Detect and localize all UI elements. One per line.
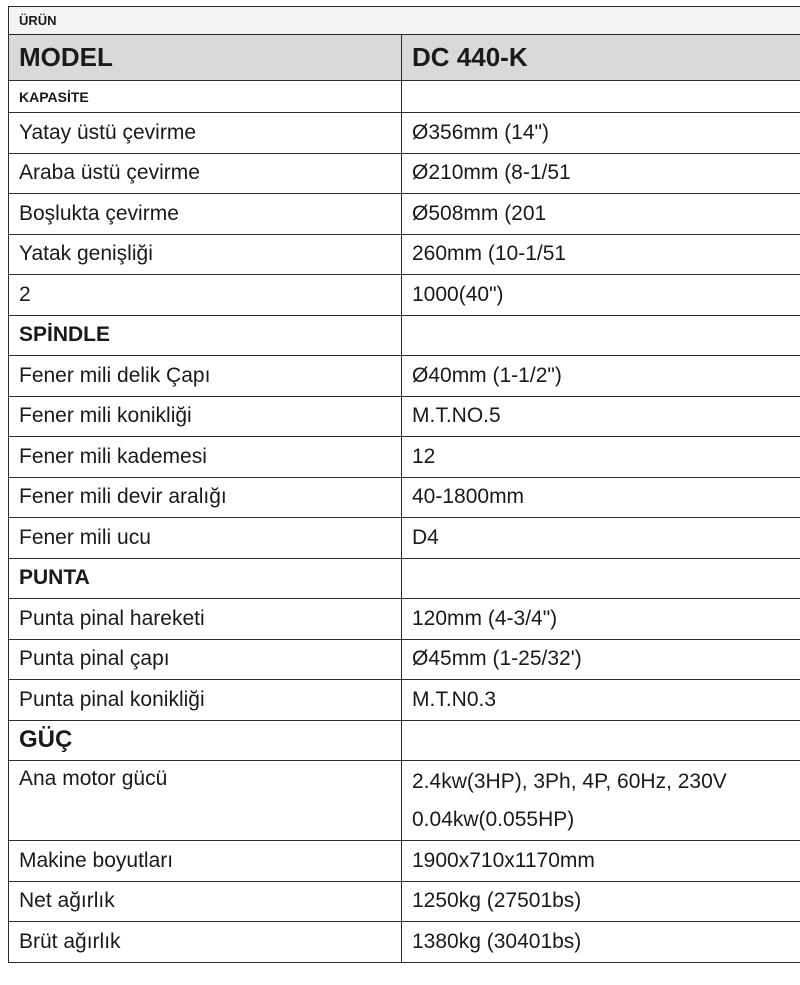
spec-label: Punta pinal çapı bbox=[9, 639, 402, 680]
spec-row bbox=[9, 761, 800, 841]
spec-row bbox=[9, 356, 800, 397]
spec-label: Ana motor gücü bbox=[9, 761, 402, 841]
spec-row bbox=[9, 922, 800, 963]
header-label: ÜRÜN bbox=[9, 7, 800, 35]
section-header-guc bbox=[9, 720, 800, 761]
section-title: GÜÇ bbox=[9, 720, 402, 761]
spec-value: 260mm (10-1/51 bbox=[402, 234, 800, 275]
spec-value: Ø210mm (8-1/51 bbox=[402, 153, 800, 194]
spec-value: 120mm (4-3/4") bbox=[402, 599, 800, 640]
spec-label: Punta pinal konikliği bbox=[9, 680, 402, 721]
spec-label: Yatak genişliği bbox=[9, 234, 402, 275]
spec-value: D4 bbox=[402, 518, 800, 559]
spec-row bbox=[9, 275, 800, 316]
section-header-kapasite bbox=[9, 81, 800, 113]
section-title: PUNTA bbox=[9, 558, 402, 599]
spec-value: Ø45mm (1-25/32') bbox=[402, 639, 800, 680]
spec-row bbox=[9, 881, 800, 922]
spec-label: Brüt ağırlık bbox=[9, 922, 402, 963]
spec-value bbox=[402, 761, 800, 841]
spec-value: Ø356mm (14") bbox=[402, 113, 800, 154]
spec-value: 12 bbox=[402, 437, 800, 478]
spec-row bbox=[9, 841, 800, 882]
spec-label: Fener mili ucu bbox=[9, 518, 402, 559]
spec-label: Net ağırlık bbox=[9, 881, 402, 922]
spec-value: 40-1800mm bbox=[402, 477, 800, 518]
spec-value: 1250kg (27501bs) bbox=[402, 881, 800, 922]
spec-label: Makine boyutları bbox=[9, 841, 402, 882]
spec-value-line-2: 0.04kw(0.055HP) bbox=[412, 807, 575, 831]
spec-row bbox=[9, 680, 800, 721]
spec-row bbox=[9, 437, 800, 478]
spec-label: Fener mili delik Çapı bbox=[9, 356, 402, 397]
spec-row bbox=[9, 113, 800, 154]
spec-value: 1380kg (30401bs) bbox=[402, 922, 800, 963]
header-row bbox=[9, 7, 800, 35]
spec-table bbox=[8, 6, 800, 963]
spec-label: 2 bbox=[9, 275, 402, 316]
section-header-punta bbox=[9, 558, 800, 599]
spec-value: Ø508mm (201 bbox=[402, 194, 800, 235]
spec-value: M.T.NO.5 bbox=[402, 396, 800, 437]
spec-value: 1000(40") bbox=[402, 275, 800, 316]
spec-label: Araba üstü çevirme bbox=[9, 153, 402, 194]
model-row bbox=[9, 35, 800, 81]
section-title: KAPASİTE bbox=[9, 81, 402, 113]
spec-label: Boşlukta çevirme bbox=[9, 194, 402, 235]
spec-row bbox=[9, 194, 800, 235]
spec-row bbox=[9, 518, 800, 559]
spec-row bbox=[9, 153, 800, 194]
spec-row bbox=[9, 639, 800, 680]
spec-row bbox=[9, 234, 800, 275]
spec-value: 1900x710x1170mm bbox=[402, 841, 800, 882]
spec-label: Fener mili devir aralığı bbox=[9, 477, 402, 518]
spec-value-line-1: 2.4kw(3HP), 3Ph, 4P, 60Hz, 230V bbox=[412, 769, 727, 793]
spec-label: Fener mili kademesi bbox=[9, 437, 402, 478]
section-header-spindle bbox=[9, 315, 800, 356]
model-value: DC 440-K bbox=[402, 35, 800, 81]
section-title: SPİNDLE bbox=[9, 315, 402, 356]
model-label: MODEL bbox=[9, 35, 402, 81]
spec-value: Ø40mm (1-1/2") bbox=[402, 356, 800, 397]
spec-label: Yatay üstü çevirme bbox=[9, 113, 402, 154]
spec-row bbox=[9, 599, 800, 640]
spec-row bbox=[9, 396, 800, 437]
spec-label: Fener mili konikliği bbox=[9, 396, 402, 437]
spec-label: Punta pinal hareketi bbox=[9, 599, 402, 640]
spec-row bbox=[9, 477, 800, 518]
spec-value: M.T.N0.3 bbox=[402, 680, 800, 721]
